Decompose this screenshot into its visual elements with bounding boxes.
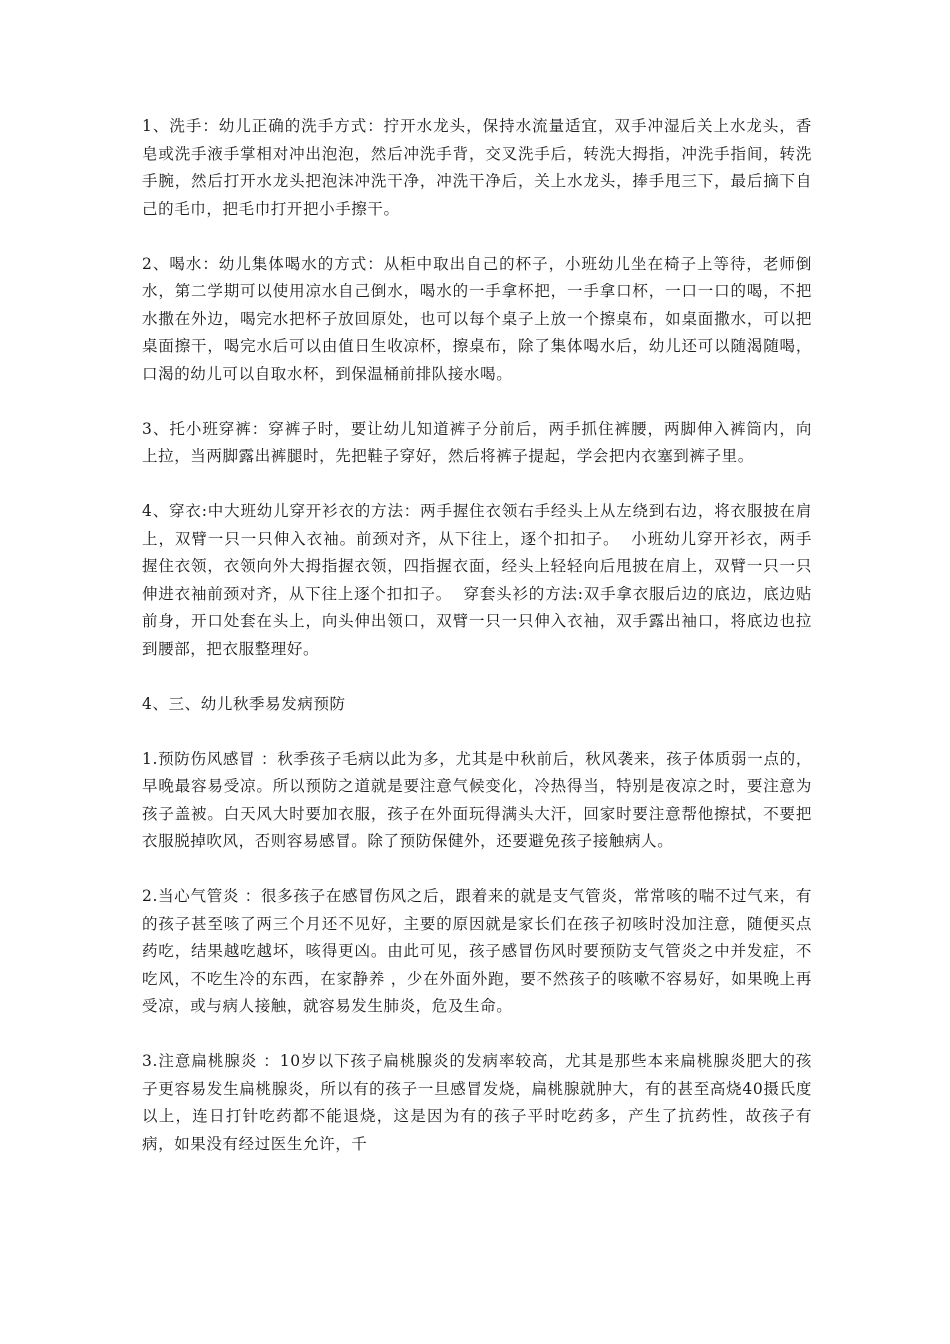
paragraph-wearing-pants: 3、托小班穿裤：穿裤子时，要让幼儿知道裤子分前后，两手抓住裤腰，两脚伸入裤筒内，向上拉，当两脚露出裤腿时，先把鞋子穿好，然后将裤子提起，学会把内衣塞到裤子里。 <box>142 419 812 465</box>
paragraph-wearing-clothes: 4、穿衣:中大班幼儿穿开衫衣的方法：两手握住衣领右手经头上从左绕到右边，将衣服披在肩上，双臂一只一只伸入衣袖。前颈对齐，从下往上，逐个扣扣子。 小班幼儿穿开衫衣，两手握住衣领，衣领向外大拇指握衣领，四指握衣面，经头上轻轻向后甩披在肩上，双臂一只一只伸进衣袖前颈对齐，从下往上逐个扣扣子。 穿套头衫的方法:双手拿衣服后边的底边，底边贴前身，开口处套在头上，向头伸出领口，双臂一只一只伸入衣袖，双手露出袖口，将底边也拉到腰部，把衣服整理好。 <box>142 502 812 658</box>
document-body <box>142 113 812 1186</box>
paragraph-drinking-water: 2、喝水：幼儿集体喝水的方式：从柜中取出自己的杯子，小班幼儿坐在椅子上等待，老师倒水，第二学期可以使用凉水自己倒水，喝水的一手拿杯把，一手拿口杯，一口一口的喝，不把水撒在外边，喝完水把杯子放回原处，也可以每个桌子上放一个擦桌布，如桌面撒水，可以把桌面擦干，喝完水后可以由值日生收凉杯，擦桌布，除了集体喝水后，幼儿还可以随渴随喝，口渴的幼儿可以自取水杯，到保温桶前排队接水喝。 <box>142 254 812 383</box>
paragraph-tonsillitis: 3.注意扁桃腺炎 ：10岁以下孩子扁桃腺炎的发病率较高，尤其是那些本来扁桃腺炎肥大的孩子更容易发生扁桃腺炎，所以有的孩子一旦感冒发烧，扁桃腺就肿大，有的甚至高烧40摄氏度以上，连日打针吃药都不能退烧，这是因为有的孩子平时吃药多，产生了抗药性，故孩子有病，如果没有经过医生允许，千 <box>142 1052 812 1153</box>
paragraph-handwashing: 1、洗手：幼儿正确的洗手方式：拧开水龙头，保持水流量适宜，双手冲湿后关上水龙头，香皂或洗手液手掌相对冲出泡泡，然后冲洗手背，交叉洗手后，转洗大拇指，冲洗手指间，转洗手腕，然后打开水龙头把泡沫冲洗干净，冲洗干净后，关上水龙头，捧手甩三下，最后摘下自己的毛巾，把毛巾打开把小手擦干。 <box>142 117 812 218</box>
paragraph-bronchitis: 2.当心气管炎 ：很多孩子在感冒伤风之后，跟着来的就是支气管炎，常常咳的喘不过气来，有的孩子甚至咳了两三个月还不见好，主要的原因就是家长们在孩子初咳时没加注意，随便买点药吃，结果越吃越坏，咳得更凶。由此可见，孩子感冒伤风时要预防支气管炎之中并发症，不吃风，不吃生冷的东西，在家静养 ，少在外面外跑，要不然孩子的咳嗽不容易好，如果晚上再受凉，或与病人接触，就容易发生肺炎，危及生命。 <box>142 887 812 1015</box>
section-heading: 4、三、幼儿秋季易发病预防 <box>142 694 346 713</box>
paragraph-prevent-cold: 1.预防伤风感冒 ：秋季孩子毛病以此为多，尤其是中秋前后，秋风袭来，孩子体质弱一点的，早晚最容易受凉。所以预防之道就是要注意气候变化，冷热得当，特别是夜凉之时，要注意为孩子盖被。白天风大时要加衣服，孩子在外面玩得满头大汗，回家时要注意帮他擦拭，不要把衣服脱掉吹风，否则容易感冒。除了预防保健外，还要避免孩子接触病人。 <box>142 749 812 850</box>
